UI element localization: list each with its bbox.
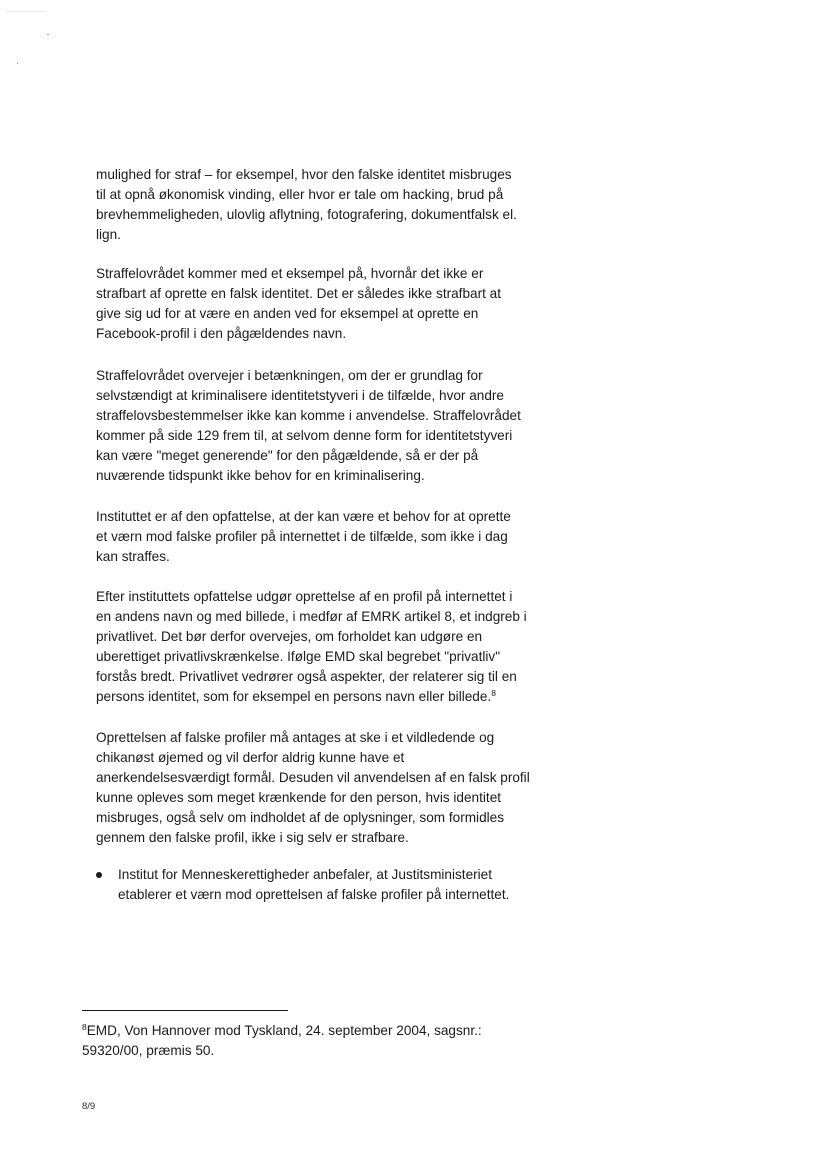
text-line: kan være "meget generende" for den pågældende, så er der på <box>96 447 479 463</box>
scan-artifact-line <box>6 11 44 12</box>
footnote-text: EMD, Von Hannover mod Tyskland, 24. september 2004, sagsnr.: <box>86 1023 482 1038</box>
text-line: uberettiget privatlivskrænkelse. Ifølge EMD skal begrebet "privatliv" <box>96 648 501 664</box>
text-line: Instituttet er af den opfattelse, at der kan være et behov for at oprette <box>96 509 511 524</box>
paragraph <box>96 366 576 485</box>
text-line: Facebook-profil i den pågældendes navn. <box>96 325 347 341</box>
text-line: etablerer et værn mod oprettelsen af falske profiler på internettet. <box>118 886 510 902</box>
text-line: Institut for Menneskerettigheder anbefaler, at Justitsministeriet <box>118 867 493 882</box>
text-line: misbruges, også selv om indholdet af de oplysninger, som formidles <box>96 809 505 825</box>
text-line <box>96 687 576 707</box>
text-line: privatlivet. Det bør derfor overvejes, om forholdet kan udgøre en <box>96 628 483 644</box>
text-line: gennem den falske profil, ikke i sig selv er strafbare. <box>96 829 409 845</box>
text-line: kan straffes. <box>96 548 170 564</box>
footnote-separator <box>82 1010 288 1011</box>
text-line: et værn mod falske profiler på internettet i de tilfælde, som ikke i dag <box>96 528 508 544</box>
text-line: kunne opleves som meget krænkende for den person, hvis identitet <box>96 789 502 805</box>
paragraph <box>96 507 576 567</box>
text-line: lign. <box>96 226 121 242</box>
bullet-text <box>118 865 509 905</box>
scan-artifact-dot <box>17 63 18 64</box>
text-line: Straffelovrådet overvejer i betænkningen, om der er grundlag for <box>96 368 483 383</box>
text-line: kommer på side 129 frem til, at selvom denne form for identitetstyveri <box>96 427 513 443</box>
paragraph <box>96 587 576 706</box>
text-line: mulighed for straf – for eksempel, hvor den falske identitet misbruges <box>96 167 512 182</box>
footnote-line <box>82 1021 482 1041</box>
text-line: anerkendelsesværdigt formål. Desuden vil anvendelsen af en falsk profil <box>96 769 530 785</box>
text-line: straffelovsbestemmelser ikke kan komme i anvendelse. Straffelovrådet <box>96 407 521 423</box>
scan-artifact-dot <box>47 34 49 35</box>
text-line-content: persons identitet, som for eksempel en persons navn eller billede. <box>96 688 492 704</box>
text-line: nuværende tidspunkt ikke behov for en kriminalisering. <box>96 467 425 483</box>
paragraph <box>96 165 576 245</box>
page-number: 8/9 <box>82 1101 96 1112</box>
footnote-line: 59320/00, præmis 50. <box>82 1042 215 1058</box>
footnote <box>82 1021 482 1061</box>
paragraph <box>96 264 576 344</box>
text-line: give sig ud for at være en anden ved for eksempel at oprette en <box>96 305 479 321</box>
bullet-icon <box>96 872 102 878</box>
text-line: Straffelovrådet kommer med et eksempel på, hvornår det ikke er <box>96 266 484 281</box>
text-line: chikanøst øjemed og vil derfor aldrig kunne have et <box>96 749 405 765</box>
footnote-reference[interactable]: 8 <box>491 687 496 698</box>
text-line: en andens navn og med billede, i medfør af EMRK artikel 8, et indgreb i <box>96 608 527 624</box>
text-line: strafbart af oprette en falsk identitet. Det er således ikke strafbart at <box>96 285 501 301</box>
text-line: Oprettelsen af falske profiler må antages at ske i et vildledende og <box>96 730 495 745</box>
text-line: brevhemmeligheden, ulovlig aflytning, fotografering, dokumentfalsk el. <box>96 206 517 222</box>
text-line: Efter instituttets opfattelse udgør oprettelse af en profil på internettet i <box>96 589 513 604</box>
text-line: til at opnå økonomisk vinding, eller hvor er tale om hacking, brud på <box>96 186 504 202</box>
paragraph <box>96 728 576 847</box>
footnote-number: 8 <box>82 1022 87 1032</box>
text-line: forstås bredt. Privatlivet vedrører også aspekter, der relaterer sig til en <box>96 668 517 684</box>
text-line: selvstændigt at kriminalisere identitetstyveri i de tilfælde, hvor andre <box>96 387 504 403</box>
